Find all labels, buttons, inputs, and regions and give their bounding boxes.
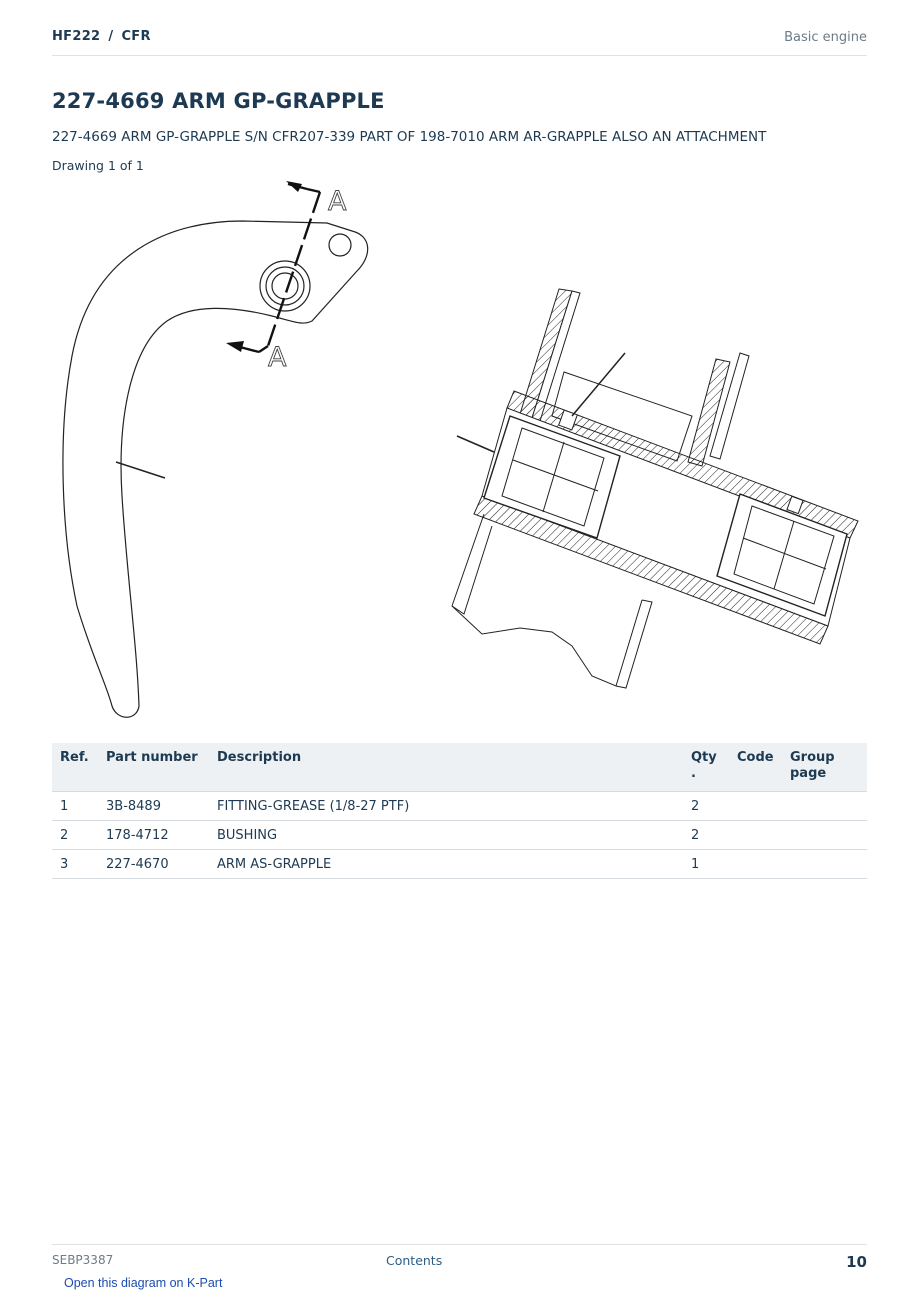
- section-arrow-bottom: [226, 341, 244, 352]
- section-arrow-top: [286, 181, 302, 192]
- pin-bore-outer: [260, 261, 310, 311]
- parts-diagram: [52, 176, 867, 731]
- lower-bracket-rib: [616, 600, 652, 688]
- cell-part-number: 227-4670: [98, 850, 209, 879]
- table-header-row: [52, 743, 867, 792]
- cell-group-page: [782, 821, 867, 850]
- breadcrumb: [52, 29, 151, 44]
- cell-qty: 2: [683, 792, 729, 821]
- cell-ref: 2: [52, 821, 98, 850]
- page-title: 227-4669 ARM GP-GRAPPLE: [52, 89, 385, 113]
- cell-code: [729, 850, 782, 879]
- header-qty: Qty .: [683, 743, 729, 792]
- grapple-arm-view: [63, 221, 368, 717]
- cell-part-number: 3B-8489: [98, 792, 209, 821]
- page-subtitle: 227-4669 ARM GP-GRAPPLE S/N CFR207-339 PART OF 198-7010 ARM AR-GRAPPLE ALSO AN ATTACHMENT: [52, 129, 767, 145]
- section-label-bottom: A: [268, 342, 287, 373]
- header-description: Description: [209, 743, 683, 792]
- leader-line-arm: [116, 462, 165, 478]
- breadcrumb-serial-prefix: CFR: [121, 29, 151, 44]
- header-code: Code: [729, 743, 782, 792]
- pin-bore-inner: [272, 273, 298, 299]
- parts-table: [52, 743, 867, 879]
- lower-bracket: [452, 514, 492, 614]
- breadcrumb-model: HF222: [52, 29, 101, 44]
- header-part-number: Part number: [98, 743, 209, 792]
- grease-hole: [329, 234, 351, 256]
- table-row: [52, 850, 867, 879]
- cell-group-page: [782, 792, 867, 821]
- contents-link[interactable]: Contents: [386, 1253, 443, 1268]
- page-footer: [52, 1244, 867, 1274]
- section-view: [452, 289, 858, 688]
- header-group-page: Group page: [782, 743, 867, 792]
- header-ref: Ref.: [52, 743, 98, 792]
- cell-ref: 3: [52, 850, 98, 879]
- cell-code: [729, 821, 782, 850]
- cell-group-page: [782, 850, 867, 879]
- cell-description: ARM AS-GRAPPLE: [209, 850, 683, 879]
- cell-qty: 2: [683, 821, 729, 850]
- document-id: SEBP3387: [52, 1253, 114, 1267]
- cell-description: FITTING-GREASE (1/8-27 PTF): [209, 792, 683, 821]
- cell-code: [729, 792, 782, 821]
- kpart-link[interactable]: Open this diagram on K-Part: [64, 1276, 223, 1290]
- leader-line-bushing: [457, 436, 494, 452]
- section-label-top: A: [328, 186, 347, 217]
- cell-ref: 1: [52, 792, 98, 821]
- cell-part-number: 178-4712: [98, 821, 209, 850]
- page-header: [52, 28, 867, 56]
- cell-qty: 1: [683, 850, 729, 879]
- breadcrumb-separator: /: [108, 29, 114, 44]
- page-number: 10: [846, 1253, 867, 1271]
- section-name: Basic engine: [784, 30, 867, 45]
- arm-outline: [63, 221, 368, 717]
- section-line-a-a: [226, 181, 320, 352]
- drawing-count: Drawing 1 of 1: [52, 158, 144, 173]
- cell-description: BUSHING: [209, 821, 683, 850]
- lower-bracket-profile: [452, 600, 642, 686]
- table-row: [52, 821, 867, 850]
- table-row: [52, 792, 867, 821]
